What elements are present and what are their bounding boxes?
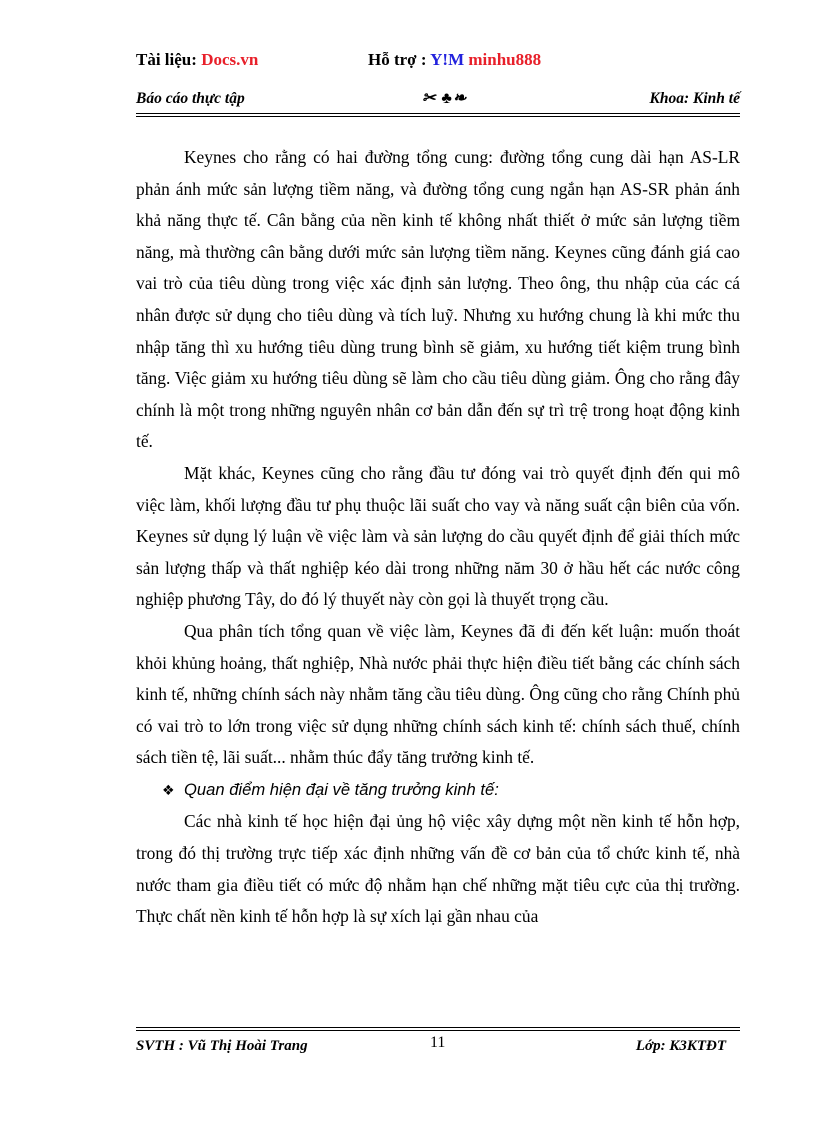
- footer-class: Lớp: K3KTĐT: [635, 1038, 726, 1054]
- doc-label: Tài liệu: [136, 50, 192, 69]
- document-body: [136, 142, 740, 933]
- doc-site-link[interactable]: Docs.vn: [201, 50, 259, 69]
- ym-user-link[interactable]: minhu888: [468, 50, 542, 69]
- footer-student: SVTH : Vũ Thị Hoài Trang: [136, 1038, 308, 1054]
- header-rule-2: [136, 116, 740, 117]
- footer-rule-2: [136, 1030, 740, 1031]
- doc-source: Tài liệu: Docs.vn: [136, 50, 259, 69]
- page-header: [136, 86, 740, 110]
- footer-rule: [136, 1027, 740, 1028]
- support-label: Hỗ trợ: [368, 50, 417, 69]
- paragraph: Qua phân tích tổng quan về việc làm, Keynes đã đi đến kết luận: muốn thoát khỏi khủng hoảng, thất nghiệp, Nhà nước phải thực hiện điều tiết bằng các chính sách kinh tế, những chính sách này nhằm tăng cầu tiêu dùng. Ông cũng cho rằng Chính phủ có vai trò to lớn trong việc sử dụng những chính sách kinh tế: chính sách thuế, chính sách tiền tệ, lãi suất... nhằm thúc đẩy tăng trưởng kinh tế.: [136, 620, 740, 768]
- top-banner: [136, 48, 756, 74]
- page-number: 11: [430, 1034, 446, 1051]
- page-footer: [136, 1032, 740, 1062]
- bullet-heading-text: Quan điểm hiện đại về tăng trưởng kinh tế:: [184, 779, 499, 799]
- ym-label: Y!M: [430, 50, 465, 69]
- paragraph: Các nhà kinh tế học hiện đại ủng hộ việc xây dựng một nền kinh tế hỗn hợp, trong đó thị trường trực tiếp xác định những vấn đề cơ bản của tổ chức kinh tế, nhà nước tham gia điều tiết có mức độ nhằm hạn chế những mặt tiêu cực của thị trường. Thực chất nền kinh tế hỗn hợp là sự xích lại gần nhau của: [136, 811, 740, 927]
- paragraph: Keynes cho rằng có hai đường tổng cung: đường tổng cung dài hạn AS-LR phản ánh mức sản lượng tiềm năng, và đường tổng cung ngắn hạn AS-SR phản ánh khả năng thực tế. Cân bằng của nền kinh tế không nhất thiết ở mức sản lượng tiềm năng, mà thường cân bằng dưới mức sản lượng tiềm năng. Keynes cũng đánh giá cao vai trò của tiêu dùng trong việc xác định sản lượng. Theo ông, thu nhập của các cá nhân được sử dụng cho tiêu dùng và tích luỹ. Nhưng xu hướng chung là khi mức thu nhập tăng thì xu hướng tiêu dùng trung bình sẽ giảm, xu hướng tiết kiệm trung bình tăng. Việc giảm xu hướng tiêu dùng sẽ làm cho cầu tiêu dùng giảm. Ông cho rằng đây chính là một trong những nguyên nhân cơ bản dẫn đến sự trì trệ trong hoạt động kinh tế.: [136, 147, 740, 452]
- paragraph: Mặt khác, Keynes cũng cho rằng đầu tư đóng vai trò quyết định đến qui mô việc làm, khối lượng đầu tư phụ thuộc lãi suất cho vay và năng suất cận biên của vốn. Keynes sử dụng lý luận về việc làm và sản lượng do cầu quyết định để giải thích mức sản lượng thấp và thất nghiệp kéo dài trong những năm 30 ở hầu hết các nước công nghiệp phương Tây, do đó lý thuyết này còn gọi là thuyết trọng cầu.: [136, 462, 740, 610]
- header-ornament-icon: ✂ ♣❧: [422, 90, 468, 107]
- bullet-heading: [136, 774, 740, 807]
- support-info: Hỗ trợ : Y!M minhu888: [368, 50, 542, 69]
- header-rule: [136, 113, 740, 114]
- header-report-title: Báo cáo thực tập: [136, 90, 245, 107]
- header-faculty: Khoa: Kinh tế: [649, 90, 740, 107]
- diamond-bullet-icon: ❖: [162, 781, 175, 798]
